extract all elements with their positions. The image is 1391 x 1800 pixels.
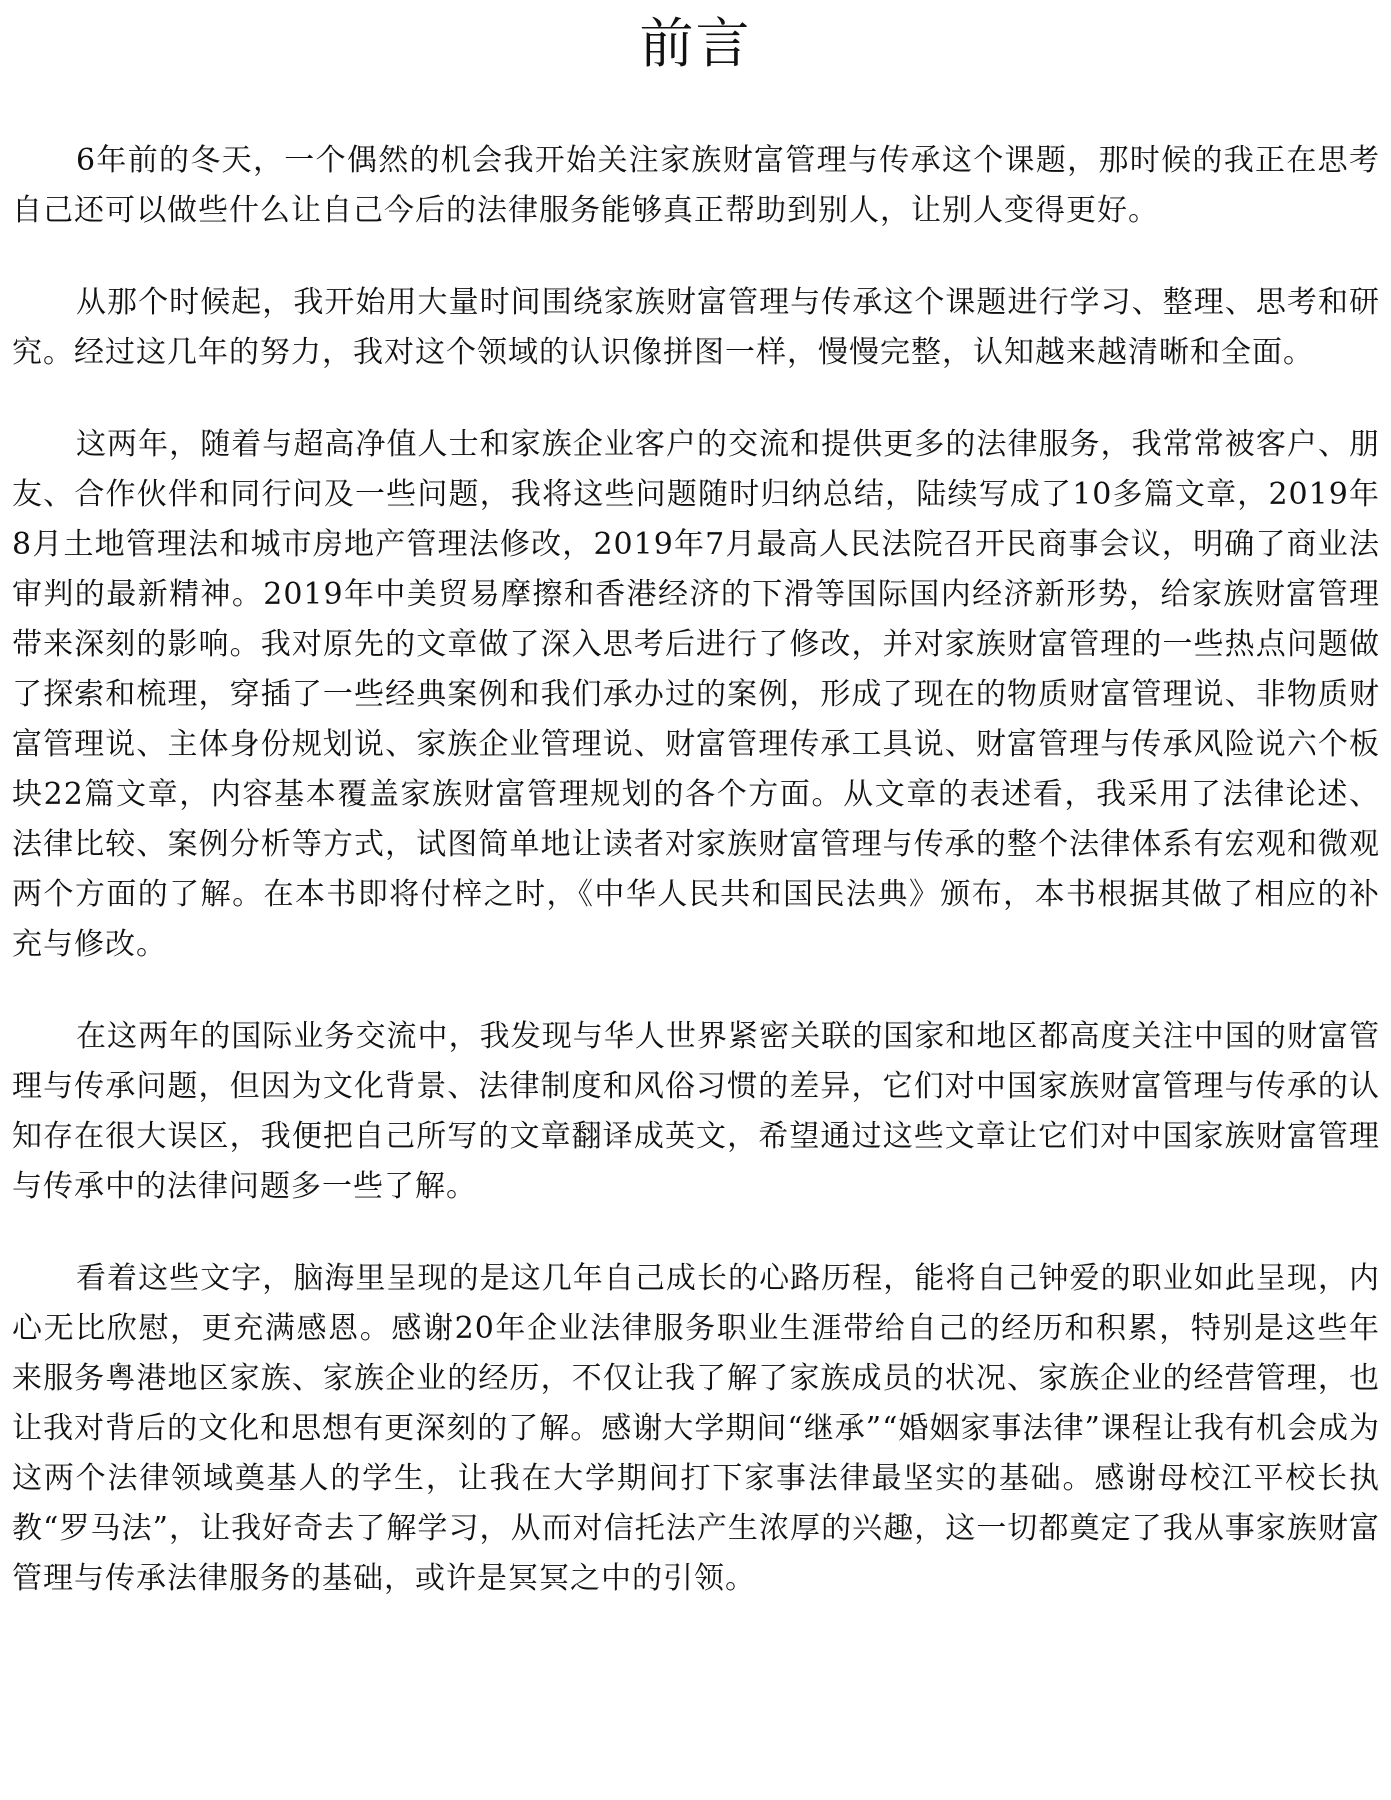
paragraph-4: 在这两年的国际业务交流中，我发现与华人世界紧密关联的国家和地区都高度关注中国的财富管理与传承问题，但因为文化背景、法律制度和风俗习惯的差异，它们对中国家族财富管理与传承的认知存在很大误区，我便把自己所写的文章翻译成英文，希望通过这些文章让它们对中国家族财富管理与传承中的法律问题多一些了解。 <box>12 1019 1380 1204</box>
paragraph-3: 这两年，随着与超高净值人士和家族企业客户的交流和提供更多的法律服务，我常常被客户、朋友、合作伙伴和同行问及一些问题，我将这些问题随时归纳总结，陆续写成了10多篇文章，2019年8月土地管理法和城市房地产管理法修改，2019年7月最高人民法院召开民商事会议，明确了商业法审判的最新精神。2019年中美贸易摩擦和香港经济的下滑等国际国内经济新形势，给家族财富管理带来深刻的影响。我对原先的文章做了深入思考后进行了修改，并对家族财富管理的一些热点问题做了探索和梳理，穿插了一些经典案例和我们承办过的案例，形成了现在的物质财富管理说、非物质财富管理说、主体身份规划说、家族企业管理说、财富管理传承工具说、财富管理与传承风险说六个板块22篇文章，内容基本覆盖家族财富管理规划的各个方面。从文章的表述看，我采用了法律论述、法律比较、案例分析等方式，试图简单地让读者对家族财富管理与传承的整个法律体系有宏观和微观两个方面的了解。在本书即将付梓之时，《中华人民共和国民法典》颁布，本书根据其做了相应的补充与修改。 <box>12 427 1380 962</box>
preface-body <box>12 136 1380 1604</box>
paragraph-2: 从那个时候起，我开始用大量时间围绕家族财富管理与传承这个课题进行学习、整理、思考和研究。经过这几年的努力，我对这个领域的认识像拼图一样，慢慢完整，认知越来越清晰和全面。 <box>12 285 1380 370</box>
page-title: 前言 <box>639 12 752 75</box>
paragraph-1: 6年前的冬天，一个偶然的机会我开始关注家族财富管理与传承这个课题，那时候的我正在思考自己还可以做些什么让自己今后的法律服务能够真正帮助到别人，让别人变得更好。 <box>12 143 1380 228</box>
paragraph-5: 看着这些文字，脑海里呈现的是这几年自己成长的心路历程，能将自己钟爱的职业如此呈现，内心无比欣慰，更充满感恩。感谢20年企业法律服务职业生涯带给自己的经历和积累，特别是这些年来服务粤港地区家族、家族企业的经历，不仅让我了解了家族成员的状况、家族企业的经营管理，也让我对背后的文化和思想有更深刻的了解。感谢大学期间“继承”“婚姻家事法律”课程让我有机会成为这两个法律领域奠基人的学生，让我在大学期间打下家事法律最坚实的基础。感谢母校江平校长执教“罗马法”，让我好奇去了解学习，从而对信托法产生浓厚的兴趣，这一切都奠定了我从事家族财富管理与传承法律服务的基础，或许是冥冥之中的引领。 <box>12 1261 1380 1596</box>
